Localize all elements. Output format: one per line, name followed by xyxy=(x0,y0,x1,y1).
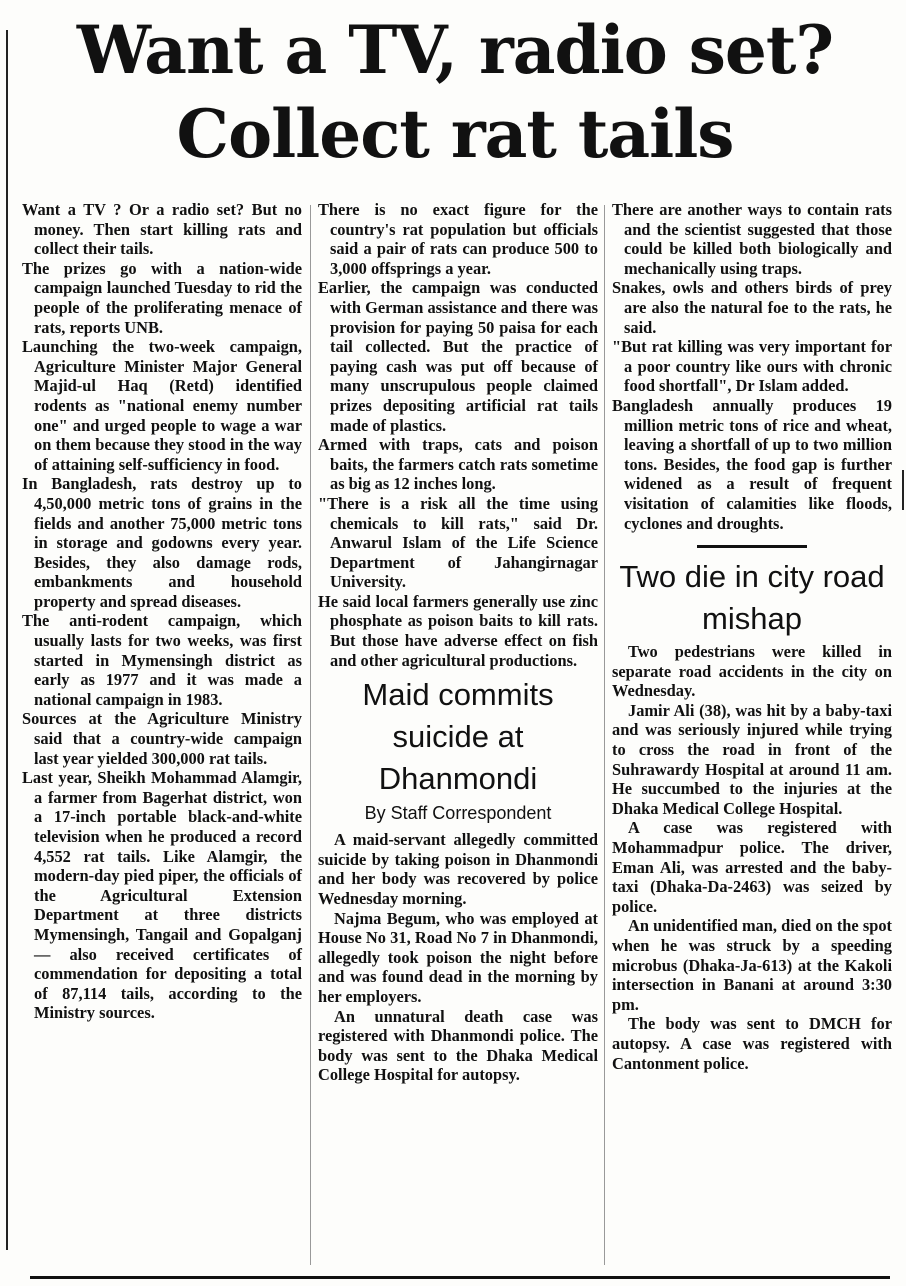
maid-story-title: Maid commits suicide at Dhanmondi xyxy=(362,677,554,797)
story-divider xyxy=(697,545,807,548)
headline-line-1: Want a TV, radio set? xyxy=(76,11,834,89)
story-paragraph: "There is a risk all the time using chemicals to kill rats," said Dr. Anwarul Islam of the Life Science Department of Jahangirnagar University. xyxy=(318,493,598,592)
top-edge xyxy=(0,0,906,4)
headline-line-2: Collect rat tails xyxy=(176,95,734,173)
story-paragraph: Sources at the Agriculture Ministry said that a country-wide campaign last year yielded 300,000 rat tails. xyxy=(22,709,302,768)
story-paragraph: The anti-rodent campaign, which usually lasts for two weeks, was first started in Mymensingh district as early as 1977 and it was made a national campaign in 1983. xyxy=(22,611,302,709)
column-separator xyxy=(604,205,605,1265)
right-frame-line xyxy=(902,470,904,510)
column-1 xyxy=(22,200,302,1023)
story-paragraph: There is no exact figure for the country's rat population but officials said a pair of rats can produce 500 to 3,000 offsprings a year. xyxy=(318,200,598,278)
story-paragraph: Last year, Sheikh Mohammad Alamgir, a farmer from Bagerhat district, won a 17-inch portable black-and-white television when he produced a record 4,552 rat tails. Like Alamgir, the modern-day pied piper, the officials of the Agricultural Extension Department at three districts Mymensingh, Tangail and Gopalganj — also received certificates of commendation for depositing a total of 87,114 tails, according to the Ministry sources. xyxy=(22,768,302,1023)
bottom-rule xyxy=(30,1276,890,1279)
story-paragraph: Launching the two-week campaign, Agriculture Minister Major General Majid-ul Haq (Retd) identified rodents as "national enemy number one" and urged people to wage a war on them because they stood in the way of attaining self-sufficiency in food. xyxy=(22,337,302,474)
story-paragraph: Snakes, owls and others birds of prey are also the natural foe to the rats, he said. xyxy=(612,278,892,337)
maid-story-paragraph: Najma Begum, who was employed at House No 31, Road No 7 in Dhanmondi, allegedly took poison the night before and was found dead in the morning by her employers. xyxy=(318,908,598,1006)
story-paragraph: There are another ways to contain rats and the scientist suggested that those could be killed both biologically and mechanically using traps. xyxy=(612,200,892,278)
road-story-paragraph: Jamir Ali (38), was hit by a baby-taxi and was seriously injured while trying to cross the road in front of the Suhrawardy Hospital at around 11 am. He succumbed to the injuries at the Dhaka Medical College Hospital. xyxy=(612,700,892,818)
column-3 xyxy=(612,200,892,1073)
column-separator xyxy=(310,205,311,1265)
maid-story-paragraph: An unnatural death case was registered with Dhanmondi police. The body was sent to the Dhaka Medical College Hospital for autopsy. xyxy=(318,1006,598,1085)
road-story-paragraph: An unidentified man, died on the spot when he was struck by a speeding microbus (Dhaka-Ja-613) at the Kakoli intersection in Banani at around 3:30 pm. xyxy=(612,916,892,1014)
story-paragraph: "But rat killing was very important for a poor country like ours with chronic food shortfall", Dr Islam added. xyxy=(612,337,892,396)
headline xyxy=(10,8,900,176)
story-paragraph: In Bangladesh, rats destroy up to 4,50,000 metric tons of grains in the fields and another 75,000 metric tons in storage and godowns every year. Besides, they also damage rods, embankments and household property and spread diseases. xyxy=(22,474,302,611)
road-story-paragraph: A case was registered with Mohammadpur police. The driver, Eman Ali, was arrested and the baby-taxi (Dhaka-Da-2463) was seized by police. xyxy=(612,818,892,916)
story-paragraph: He said local farmers generally use zinc phosphate as poison baits to kill rats. But those have adverse effect on fish and other agricultural productions. xyxy=(318,591,598,670)
story-paragraph: Earlier, the campaign was conducted with German assistance and there was provision for paying 50 paisa for each tail collected. But the practice of paying cash was put off because of many unscrupulous people claimed prizes depositing artificial rat tails made of plastics. xyxy=(318,278,598,435)
road-story-paragraph: Two pedestrians were killed in separate road accidents in the city on Wednesday. xyxy=(612,642,892,701)
story-paragraph: Bangladesh annually produces 19 million metric tons of rice and wheat, leaving a shortfall of up to two million tons. Besides, the food gap is further widened as a result of frequent visitation of calamities like floods, cyclones and droughts. xyxy=(612,395,892,533)
story-paragraph: The prizes go with a nation-wide campaign launched Tuesday to rid the people of the proliferating menace of rats, reports UNB. xyxy=(22,258,302,337)
column-2 xyxy=(318,200,598,1085)
road-story-paragraph: The body was sent to DMCH for autopsy. A case was registered with Cantonment police. xyxy=(612,1014,892,1073)
road-story-title: Two die in city road mishap xyxy=(619,559,885,637)
left-frame-line xyxy=(6,30,8,1250)
story-paragraph: Armed with traps, cats and poison baits, the farmers catch rats sometime as big as 12 inches long. xyxy=(318,435,598,494)
maid-story-byline: By Staff Correspondent xyxy=(364,803,552,824)
maid-story-paragraph: A maid-servant allegedly committed suicide by taking poison in Dhanmondi and her body was recovered by police Wednesday morning. xyxy=(318,830,598,909)
story-paragraph: Want a TV ? Or a radio set? But no money. Then start killing rats and collect their tails. xyxy=(22,200,302,259)
